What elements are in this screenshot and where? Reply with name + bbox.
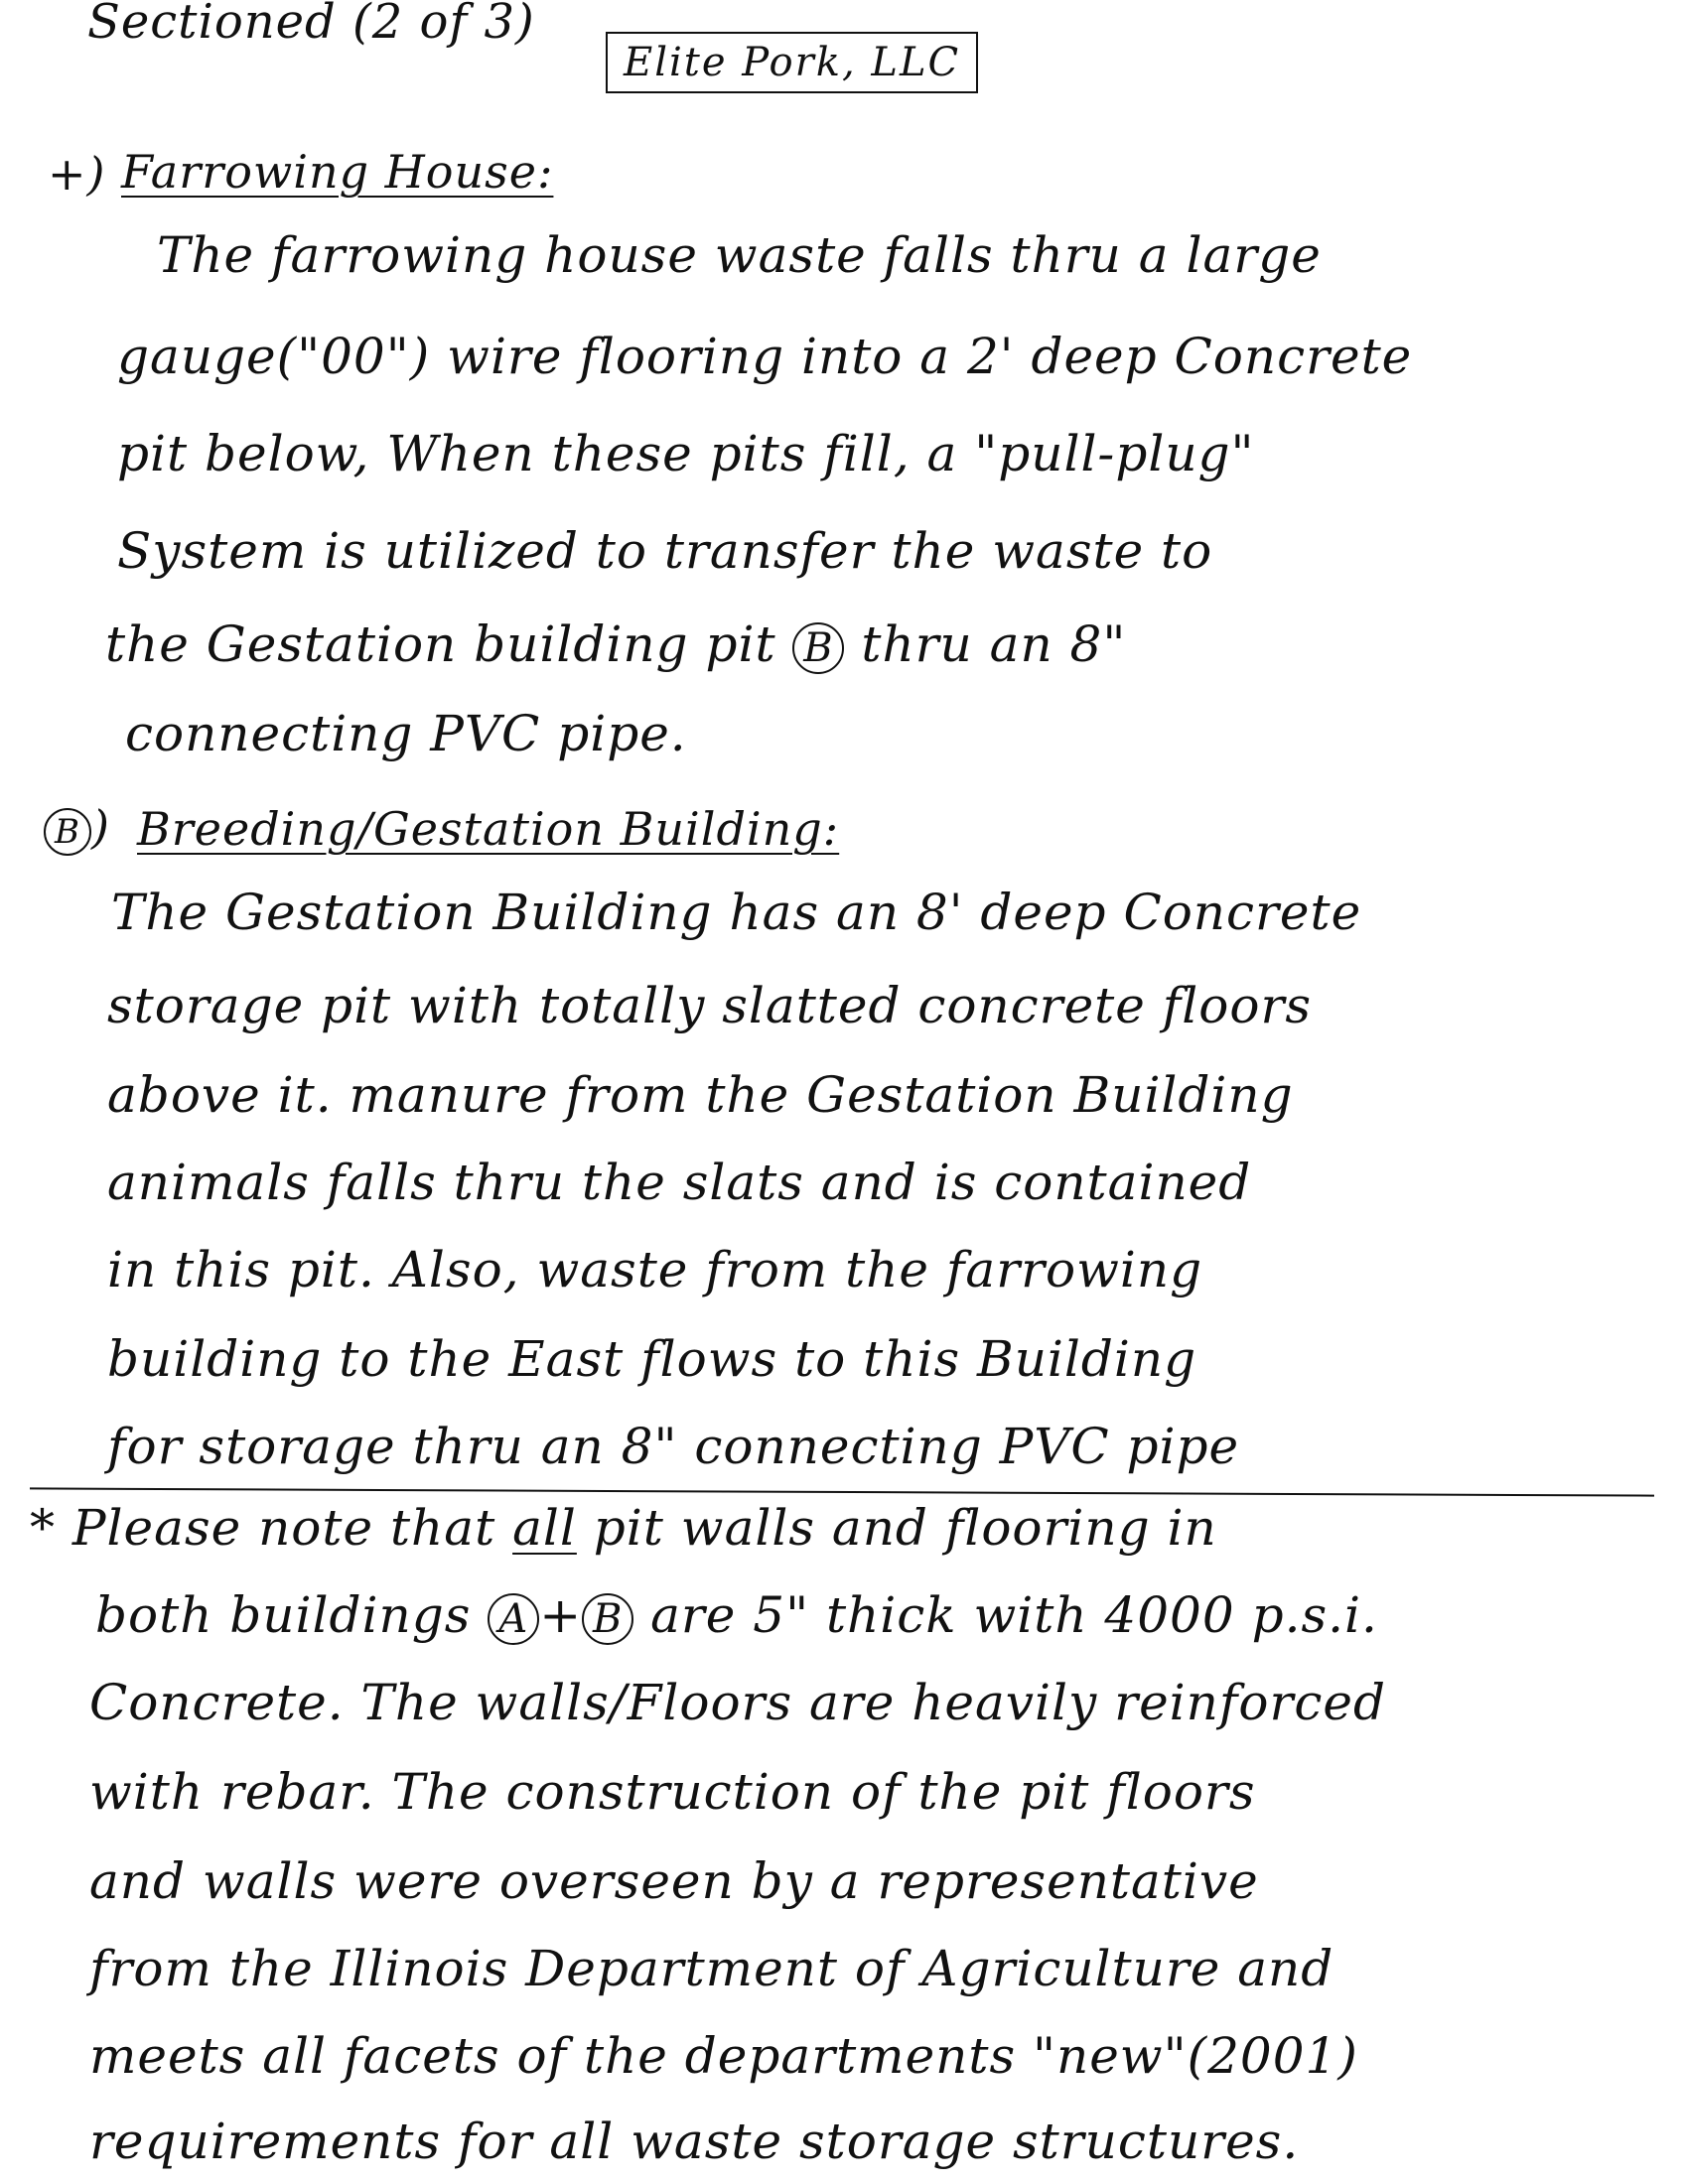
company-name-box: Elite Pork, LLC	[606, 32, 978, 93]
emphasized-all: all	[512, 1499, 577, 1557]
circled-b-marker: B	[792, 622, 844, 674]
section-label: Sectioned (2 of 3)	[87, 0, 535, 50]
circled-b-marker-note: B	[582, 1593, 633, 1645]
gestation-line-2: storage pit with totally slatted concrete floors	[107, 977, 1313, 1034]
section-gestation-title: Breeding/Gestation Building:	[137, 802, 840, 856]
farrowing-line-6: connecting PVC pipe.	[125, 705, 687, 762]
asterisk-marker: *	[30, 1499, 56, 1557]
gestation-line-5: in this pit. Also, waste from the farrowing	[107, 1241, 1203, 1298]
gestation-line-4: animals falls thru the slats and is contained	[107, 1154, 1252, 1211]
section-farrowing-marker: +)	[48, 147, 106, 201]
note-line-1: * Please note that all pit walls and flooring in	[30, 1499, 1217, 1557]
note-line-3: Concrete. The walls/Floors are heavily reinforced	[89, 1674, 1386, 1731]
gestation-line-1: The Gestation Building has an 8' deep Concrete	[111, 884, 1362, 941]
horizontal-divider	[30, 1487, 1654, 1496]
note-line-7: meets all facets of the departments "new"(2001)	[89, 2027, 1358, 2085]
note-line-4: with rebar. The construction of the pit floors	[89, 1763, 1256, 1821]
farrowing-line-4: System is utilized to transfer the waste to	[117, 522, 1213, 580]
note-line-2: both buildings A + B are 5" thick with 4000 p.s.i.	[95, 1586, 1378, 1644]
gestation-line-7: for storage thru an 8" connecting PVC pipe	[107, 1418, 1240, 1475]
section-farrowing-title: Farrowing House:	[121, 145, 554, 199]
farrowing-line-1: The farrowing house waste falls thru a large	[157, 226, 1322, 284]
gestation-line-6: building to the East flows to this Building	[107, 1330, 1197, 1388]
note-line-6: from the Illinois Department of Agriculture and	[89, 1940, 1334, 1997]
farrowing-line-2: gauge("00") wire flooring into a 2' deep Concrete	[117, 328, 1413, 385]
section-gestation-marker: B )	[44, 800, 110, 856]
note-line-8: requirements for all waste storage structures.	[89, 2113, 1300, 2170]
gestation-line-3: above it. manure from the Gestation Building	[107, 1066, 1294, 1124]
farrowing-line-5: the Gestation building pit B thru an 8"	[105, 615, 1127, 673]
circled-a-marker: A	[488, 1593, 539, 1645]
farrowing-line-3: pit below, When these pits fill, a "pull-plug"	[117, 425, 1255, 482]
note-line-5: and walls were overseen by a representative	[89, 1852, 1259, 1910]
